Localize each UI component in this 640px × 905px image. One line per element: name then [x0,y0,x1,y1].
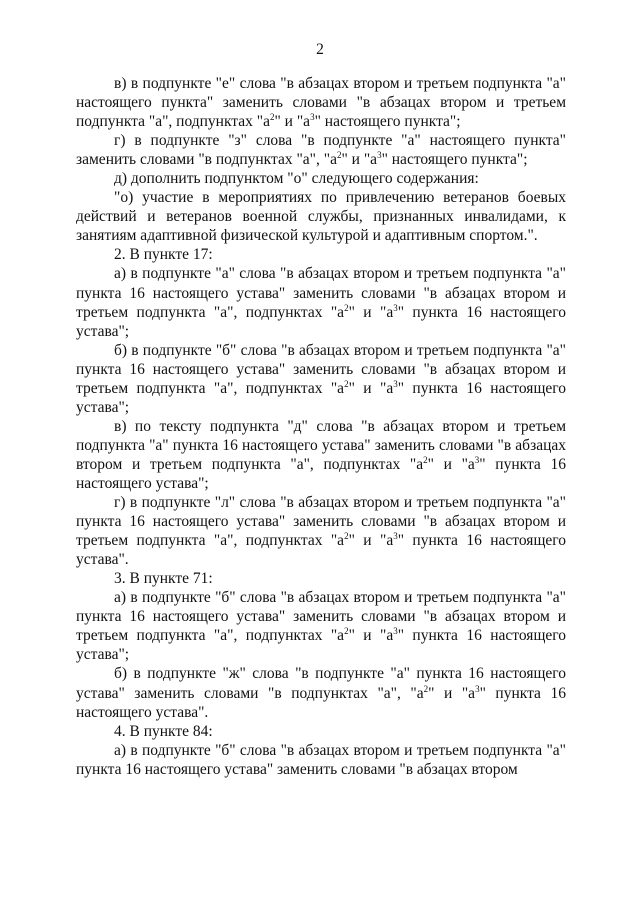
paragraph-text: " пункта 16 настоящего устава". [76,684,566,721]
paragraph [76,588,566,664]
paragraph-text: 2. В пункте 17: [114,246,213,264]
paragraph-text: " и "а [348,303,394,321]
paragraph-text: " и "а [341,151,378,169]
paragraph-text: 4. В пункте 84: [114,722,213,740]
paragraph-text: " пункта 16 настоящего устава"; [76,455,566,492]
paragraph [76,493,566,569]
superscript: 3 [474,454,480,465]
paragraph-text: г) в подпункте "л" слова "в абзацах втором и третьем подпункта "а" пункта 16 настоящего устава" заменить словами "в абзацах втором и третьем подпункта "а", подпунктах "а [76,494,566,550]
paragraph-text: " и "а [348,627,394,645]
paragraph [76,569,566,588]
document-body [76,74,566,779]
paragraph-text: " и "а [428,684,476,702]
superscript: 2 [269,112,275,123]
superscript: 3 [393,626,398,637]
paragraph [76,245,566,264]
paragraph-text: " пункта 16 настоящего устава"; [76,627,566,664]
paragraph [76,169,566,188]
paragraph-text: " и "а [427,455,475,473]
paragraph [76,417,566,493]
superscript: 3 [310,112,315,123]
paragraph-text: " пункта 16 настоящего устава". [76,532,566,569]
paragraph [76,722,566,741]
paragraph-text: а) в подпункте "а" слова "в абзацах втором и третьем подпункта "а" пункта 16 настоящего устава" заменить словами "в абзацах втором и третьем подпункта "а", подпунктах "а [76,265,566,321]
paragraph-text: б) в подпункте "ж" слова "в подпункте "а" пункта 16 настоящего устава" заменить словами "в подпунктах "а", "а [76,665,566,702]
superscript: 3 [393,531,398,542]
superscript: 3 [475,683,480,694]
paragraph-text: в) в подпункте "е" слова "в абзацах втором и третьем подпункта "а" настоящего пункта" заменить словами "в абзацах втором и третьем подпункта "а", подпунктах "а [76,75,566,131]
paragraph-text: " и "а [348,379,394,397]
paragraph-text: в) по тексту подпункта "д" слова "в абзацах втором и третьем подпункта "а" пункта 16 настоящего устава" заменить словами "в абзацах втором и третьем подпункта "а", подпунктах "а [76,417,566,473]
paragraph-text: а) в подпункте "б" слова "в абзацах втором и третьем подпункта "а" пункта 16 настоящего устава" заменить словами "в абзацах втором [76,741,566,778]
paragraph-text: " и "а [348,532,394,550]
paragraph [76,341,566,417]
paragraph [76,264,566,340]
superscript: 2 [344,531,349,542]
paragraph-text: 3. В пункте 71: [114,570,213,588]
paragraph-text: " настоящего пункта"; [314,113,461,131]
paragraph-text: д) дополнить подпунктом "о" следующего содержания: [114,170,479,188]
superscript: 3 [393,378,398,389]
paragraph-text: "о) участие в мероприятиях по привлечению ветеранов боевых действий и ветеранов военной службы, признанных инвалидами, к занятиям адаптивной физической культурой и адаптивным спортом.". [76,189,566,245]
superscript: 2 [423,683,429,694]
paragraph [76,131,566,169]
paragraph-text: " пункта 16 настоящего устава"; [76,379,566,416]
superscript: 3 [377,150,382,161]
paragraph [76,188,566,245]
paragraph-text: " пункта 16 настоящего устава"; [76,303,566,340]
paragraph [76,664,566,721]
paragraph-text: б) в подпункте "б" слова "в абзацах втором и третьем подпункта "а" пункта 16 настоящего устава" заменить словами "в абзацах втором и третьем подпункта "а", подпунктах "а [76,341,566,397]
superscript: 2 [423,454,428,465]
superscript: 2 [344,378,349,389]
paragraph-text: " настоящего пункта"; [381,151,528,169]
superscript: 3 [393,302,398,313]
paragraph-text: а) в подпункте "б" слова "в абзацах втором и третьем подпункта "а" пункта 16 настоящего устава" заменить словами "в абзацах втором и третьем подпункта "а", подпунктах "а [76,589,566,645]
page-number: 2 [316,41,324,58]
superscript: 2 [344,626,349,637]
superscript: 2 [336,150,342,161]
paragraph [76,741,566,779]
paragraph [76,74,566,131]
superscript: 2 [344,302,349,313]
paragraph-text: " и "а [274,113,311,131]
paragraph-text: г) в подпункте "з" слова "в подпункте "а" настоящего пункта" заменить словами "в подпунктах "а", "а [76,132,566,169]
